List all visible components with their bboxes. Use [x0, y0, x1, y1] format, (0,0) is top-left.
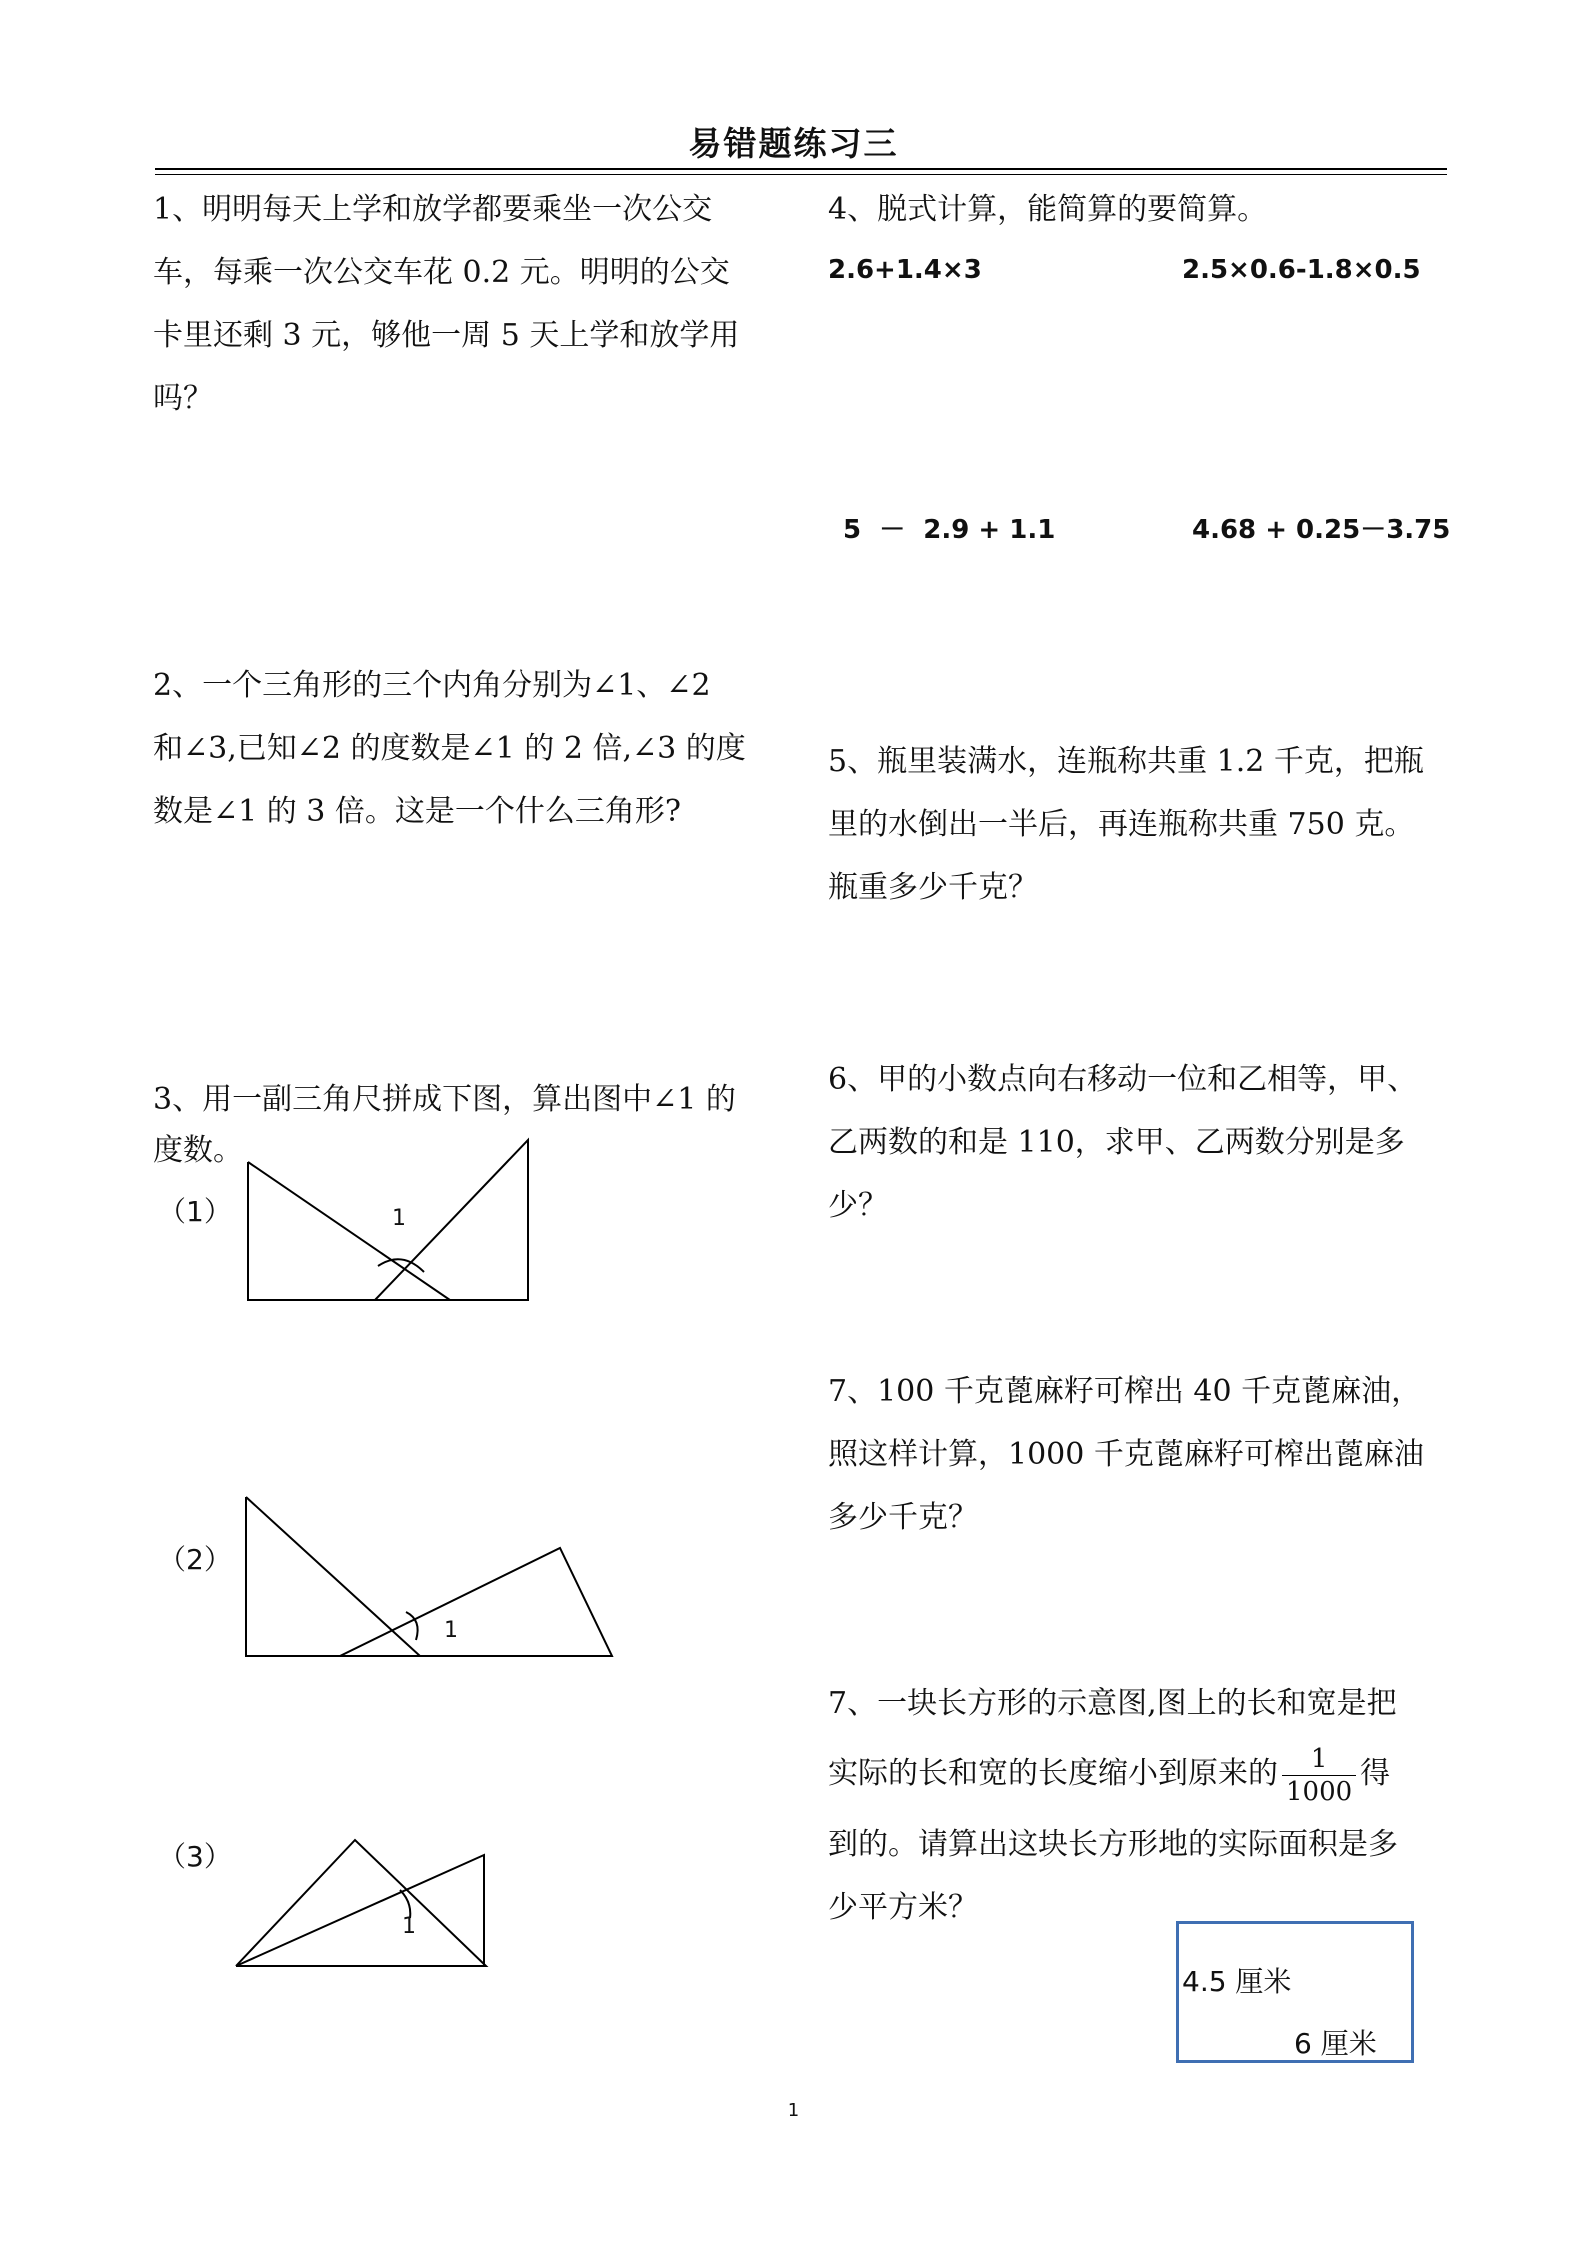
question-2-line: 2、一个三角形的三个内角分别为∠1、∠2	[153, 668, 711, 703]
question-5-line: 5、瓶里装满水，连瓶称共重 1.2 千克，把瓶	[828, 744, 1424, 779]
fraction-denominator: 1000	[1286, 1776, 1353, 1807]
figure-1-label: （1）	[158, 1195, 232, 1228]
question-3-line: 度数。	[153, 1133, 243, 1168]
question-5-line: 瓶重多少千克？	[828, 870, 1038, 905]
question-1-line: 卡里还剩 3 元，够他一周 5 天上学和放学用	[153, 318, 740, 353]
page-title: 易错题练习三	[688, 124, 899, 163]
expression-3: 5 － 2.9 + 1.1	[843, 515, 1056, 545]
question-6-line: 少？	[828, 1188, 888, 1223]
question-7a-line: 多少千克？	[828, 1500, 978, 1535]
question-6-line: 6、甲的小数点向右移动一位和乙相等，甲、	[828, 1062, 1418, 1097]
question-1-line: 吗？	[153, 381, 213, 416]
question-5-line: 里的水倒出一半后，再连瓶称共重 750 克。	[828, 807, 1415, 842]
question-2-line: 数是∠1 的 3 倍。这是一个什么三角形?	[153, 794, 682, 829]
question-7a	[828, 1360, 1468, 1549]
fraction	[1282, 1743, 1356, 1808]
figure-3-angle-label: 1	[402, 1914, 416, 1939]
figure-3-label: （3）	[158, 1840, 232, 1873]
page-number: 1	[787, 2100, 800, 2121]
question-5	[828, 730, 1468, 919]
question-7a-line: 7、100 千克蓖麻籽可榨出 40 千克蓖麻油，	[828, 1374, 1422, 1409]
question-7a-line: 照这样计算，1000 千克蓖麻籽可榨出蓖麻油	[828, 1437, 1424, 1472]
question-7b-text: 得	[1360, 1756, 1391, 1791]
question-7b	[828, 1672, 1468, 1939]
question-6-line: 乙两数的和是 110，求甲、乙两数分别是多	[828, 1125, 1405, 1160]
figure-1-angle-label: 1	[392, 1206, 406, 1231]
question-6	[828, 1048, 1468, 1237]
question-7b-text: 实际的长和宽的长度缩小到原来的	[828, 1756, 1278, 1791]
question-1-line: 1、明明每天上学和放学都要乘坐一次公交	[153, 192, 713, 227]
figure-2-angle-label: 1	[444, 1618, 458, 1643]
expression-1: 2.6+1.4×3	[828, 255, 982, 285]
length-label: 6 厘米	[1294, 2027, 1377, 2060]
question-7b-line: 少平方米？	[828, 1890, 978, 1925]
question-7b-line: 7、一块长方形的示意图,图上的长和宽是把	[828, 1686, 1397, 1721]
question-1-line: 车，每乘一次公交车花 0.2 元。明明的公交	[153, 255, 730, 290]
figure-2-label: （2）	[158, 1543, 232, 1576]
question-3-line: 3、用一副三角尺拼成下图，算出图中∠1 的	[153, 1082, 736, 1117]
question-4-heading: 4、脱式计算，能简算的要简算。	[828, 192, 1268, 227]
fraction-numerator: 1	[1282, 1743, 1356, 1776]
question-7b-line-with-fraction	[828, 1735, 1468, 1813]
question-7b-line: 到的。请算出这块长方形地的实际面积是多	[828, 1827, 1398, 1862]
question-2-line: 和∠3,已知∠2 的度数是∠1 的 2 倍,∠3 的度	[153, 731, 746, 766]
expression-4: 4.68 + 0.25－3.75	[1192, 515, 1451, 545]
expression-2: 2.5×0.6-1.8×0.5	[1182, 255, 1421, 285]
width-label: 4.5 厘米	[1182, 1965, 1292, 1998]
